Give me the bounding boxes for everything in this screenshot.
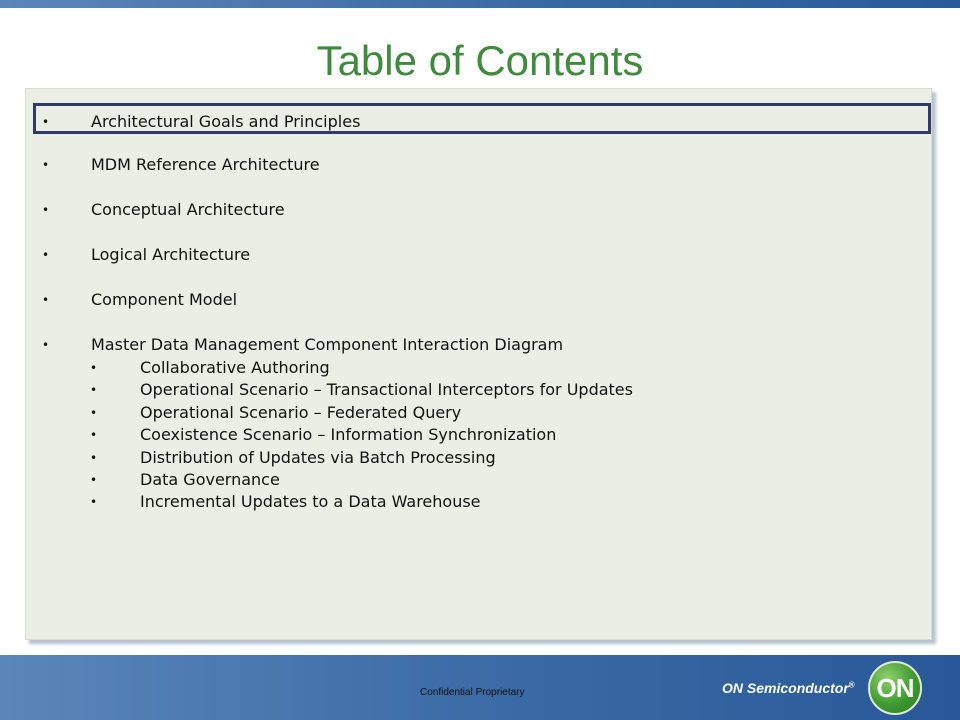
toc-item-label: Logical Architecture <box>91 245 251 264</box>
toc-item-label: Architectural Goals and Principles <box>91 112 361 131</box>
bullet-icon: • <box>90 406 98 420</box>
toc-item-label: Conceptual Architecture <box>91 200 285 219</box>
bullet-icon: • <box>90 451 98 465</box>
bullet-icon: • <box>42 248 50 262</box>
on-semiconductor-logo-icon: ON <box>868 661 922 715</box>
bullet-icon: • <box>42 203 50 217</box>
toc-subitem-label: Incremental Updates to a Data Warehouse <box>140 492 481 511</box>
bullet-icon: • <box>90 383 98 397</box>
top-band <box>0 0 960 8</box>
toc-item-label: Component Model <box>91 290 238 309</box>
bullet-icon: • <box>90 473 98 487</box>
toc-subitem-label: Operational Scenario – Transactional Interceptors for Updates <box>140 380 633 399</box>
bullet-icon: • <box>42 115 50 129</box>
bullet-icon: • <box>90 361 98 375</box>
bullet-icon: • <box>42 158 50 172</box>
confidentiality-notice: Confidential Proprietary <box>420 687 525 698</box>
bullet-icon: • <box>90 428 98 442</box>
toc-subitem-label: Data Governance <box>140 470 280 489</box>
toc-subitem-label: Operational Scenario – Federated Query <box>140 403 462 422</box>
brand-label: ON Semiconductor <box>722 680 849 696</box>
content-panel <box>25 88 932 640</box>
bullet-icon: • <box>90 495 98 509</box>
bullet-icon: • <box>42 338 50 352</box>
trademark-symbol: ® <box>848 680 855 690</box>
current-section-highlight <box>33 103 931 134</box>
toc-subitem-label: Coexistence Scenario – Information Synchronization <box>140 425 557 444</box>
toc-subitem-label: Distribution of Updates via Batch Processing <box>140 448 496 467</box>
toc-item-label: MDM Reference Architecture <box>91 155 320 174</box>
slide-title: Table of Contents <box>316 37 644 84</box>
toc-subitem-label: Collaborative Authoring <box>140 358 330 377</box>
brand-name <box>722 680 855 696</box>
bullet-icon: • <box>42 293 50 307</box>
toc-item-label: Master Data Management Component Interaction Diagram <box>91 335 564 354</box>
toc-list <box>26 89 931 639</box>
